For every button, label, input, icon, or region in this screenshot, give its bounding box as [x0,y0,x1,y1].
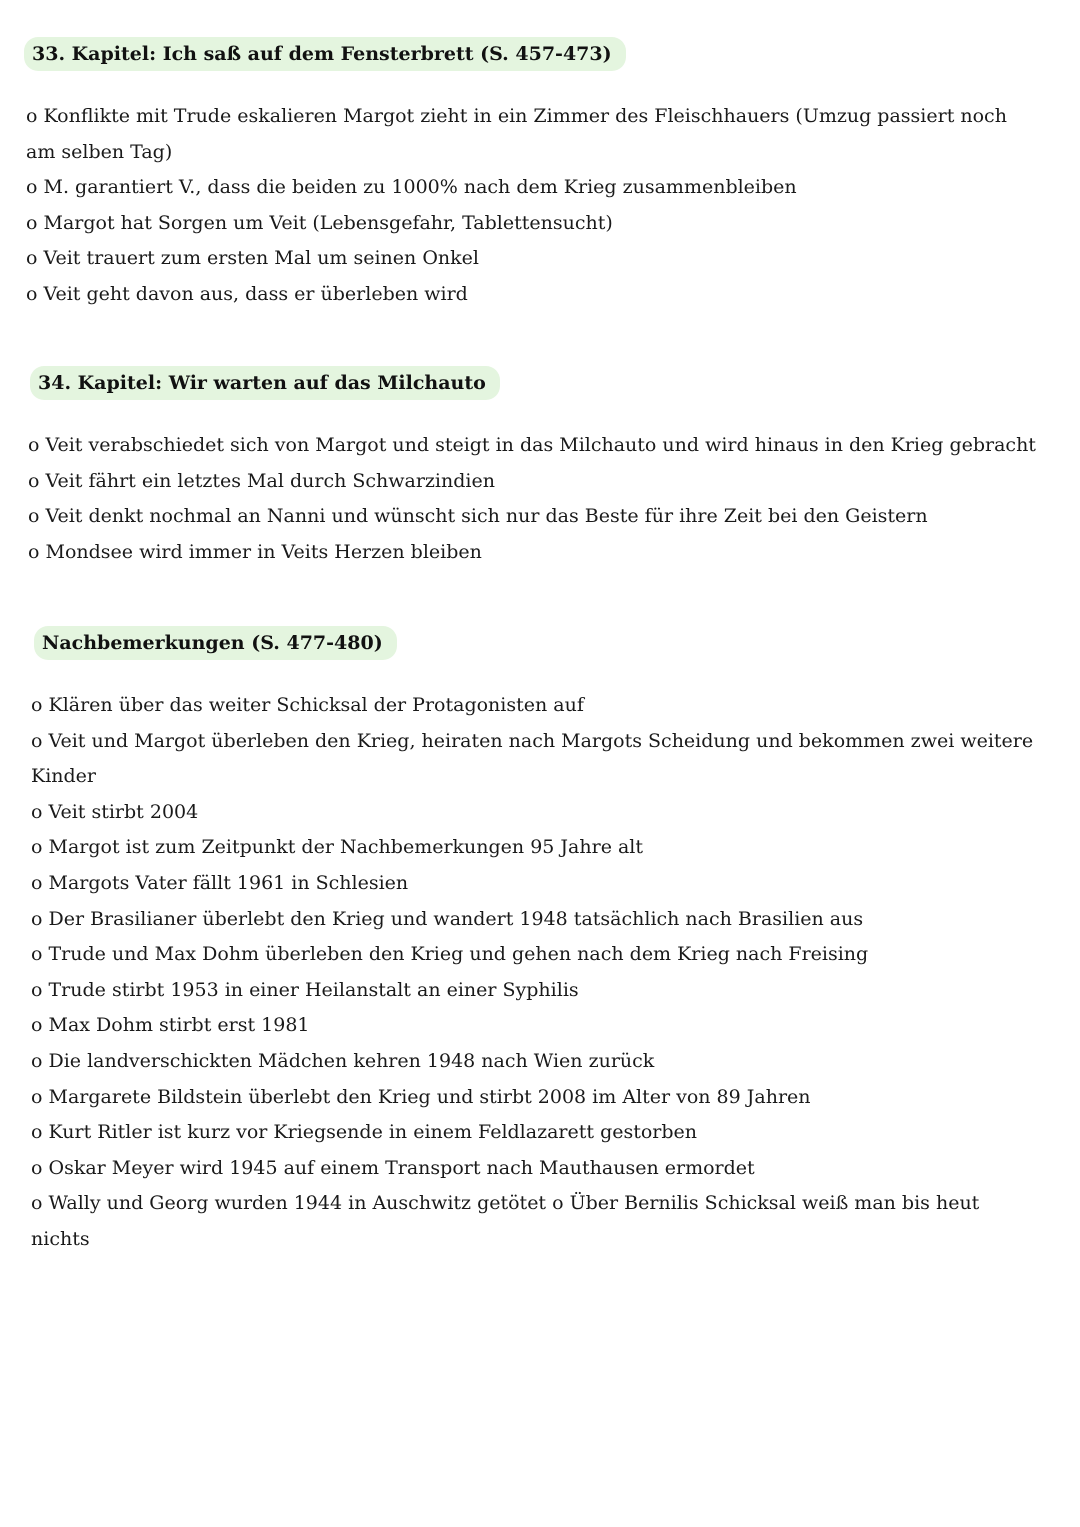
list-item-text: Margot hat Sorgen um Veit (Lebensgefahr, Tablettensucht) [43,211,613,234]
list-item [31,1008,1061,1044]
list-item-text: Trude und Max Dohm überleben den Krieg und gehen nach dem Krieg nach Freising [48,943,869,966]
bullet-icon: o [26,282,38,305]
list-item-text: Konflikte mit Trude eskalieren Margot zieht in ein Zimmer des Fleischhauers (Umzug passiert noch am selben Tag) [26,105,1007,163]
list-item [31,937,1061,973]
section-kapitel-34 [0,366,1080,570]
list-item [31,724,1061,795]
section-kapitel-33 [0,37,1080,313]
bullet-icon: o [26,105,38,127]
bullet-icon: o [31,1121,43,1144]
section-heading: 33. Kapitel: Ich saß auf dem Fensterbrett (S. 457-473) [24,37,626,71]
list-item-text: Veit stirbt 2004 [48,800,199,823]
list-item [31,1186,1061,1257]
list-item [31,866,1061,902]
list-item-text: Max Dohm stirbt erst 1981 [48,1014,310,1037]
list-item [31,830,1061,866]
list-item [31,1115,1061,1151]
list-item-text: Veit und Margot überleben den Krieg, heiraten nach Margots Scheidung und bekommen zwei weitere Kinder [31,729,1034,788]
bullet-icon: o [31,978,43,1001]
list-item [28,464,1068,500]
list-item [26,170,1036,206]
list-item [26,241,1036,277]
list-item-text: Kurt Ritler ist kurz vor Kriegsende in einem Feldlazarett gestorben [48,1121,698,1144]
bullet-icon: o [31,729,43,752]
bullet-icon: o [28,469,40,492]
list-item [31,1044,1061,1080]
list-item-text: Veit fährt ein letztes Mal durch Schwarzindien [45,469,495,492]
list-item-text: Wally und Georg wurden 1944 in Auschwitz getötet o Über Bernilis Schicksal weiß man bis heut nichts [31,1192,980,1250]
section-heading: 34. Kapitel: Wir warten auf das Milchauto [30,366,500,400]
bullet-icon: o [31,1156,43,1179]
list-item-text: Margot ist zum Zeitpunkt der Nachbemerkungen 95 Jahre alt [48,836,644,859]
bullet-list [0,688,1061,1258]
bullet-icon: o [26,211,38,234]
list-item [31,795,1061,831]
list-item [28,499,1068,535]
bullet-icon: o [26,176,38,199]
bullet-icon: o [31,1014,43,1037]
bullet-list [0,428,1068,570]
list-item [26,277,1036,313]
list-item [26,206,1036,242]
bullet-icon: o [31,800,43,823]
bullet-icon: o [28,434,40,456]
bullet-icon: o [31,943,43,966]
list-item [31,902,1061,938]
list-item-text: Margarete Bildstein überlebt den Krieg und stirbt 2008 im Alter von 89 Jahren [48,1085,811,1108]
list-item [31,1151,1061,1187]
bullet-icon: o [31,1049,43,1072]
bullet-icon: o [31,907,43,930]
list-item-text: Veit trauert zum ersten Mal um seinen Onkel [43,247,479,270]
list-item [31,973,1061,1009]
bullet-icon: o [31,871,43,894]
bullet-icon: o [31,1085,43,1108]
section-nachbemerkungen [0,626,1080,1258]
list-item-text: Die landverschickten Mädchen kehren 1948 nach Wien zurück [48,1049,655,1072]
list-item [26,99,1036,170]
bullet-list [0,99,1036,313]
list-item-text: Trude stirbt 1953 in einer Heilanstalt an einer Syphilis [48,978,579,1001]
list-item-text: Mondsee wird immer in Veits Herzen bleiben [45,540,482,563]
list-item [28,535,1068,571]
list-item-text: Oskar Meyer wird 1945 auf einem Transport nach Mauthausen ermordet [48,1156,755,1179]
list-item-text: Der Brasilianer überlebt den Krieg und wandert 1948 tatsächlich nach Brasilien aus [48,907,864,930]
list-item-text: Veit verabschiedet sich von Margot und steigt in das Milchauto und wird hinaus in den Krieg gebracht [45,434,1036,456]
list-item-text: M. garantiert V., dass die beiden zu 1000% nach dem Krieg zusammenbleiben [43,176,797,199]
list-item-text: Veit denkt nochmal an Nanni und wünscht sich nur das Beste für ihre Zeit bei den Geistern [45,505,928,528]
bullet-icon: o [28,540,40,563]
bullet-icon: o [28,505,40,528]
bullet-icon: o [31,836,43,859]
section-heading: Nachbemerkungen (S. 477-480) [34,626,397,660]
list-item-text: Klären über das weiter Schicksal der Protagonisten auf [48,694,584,716]
list-item-text: Margots Vater fällt 1961 in Schlesien [48,871,409,894]
bullet-icon: o [31,694,43,716]
list-item [28,428,1068,464]
list-item [31,1080,1061,1116]
list-item-text: Veit geht davon aus, dass er überleben wird [43,282,468,305]
bullet-icon: o [31,1192,43,1215]
list-item [31,688,1061,724]
bullet-icon: o [26,247,38,270]
